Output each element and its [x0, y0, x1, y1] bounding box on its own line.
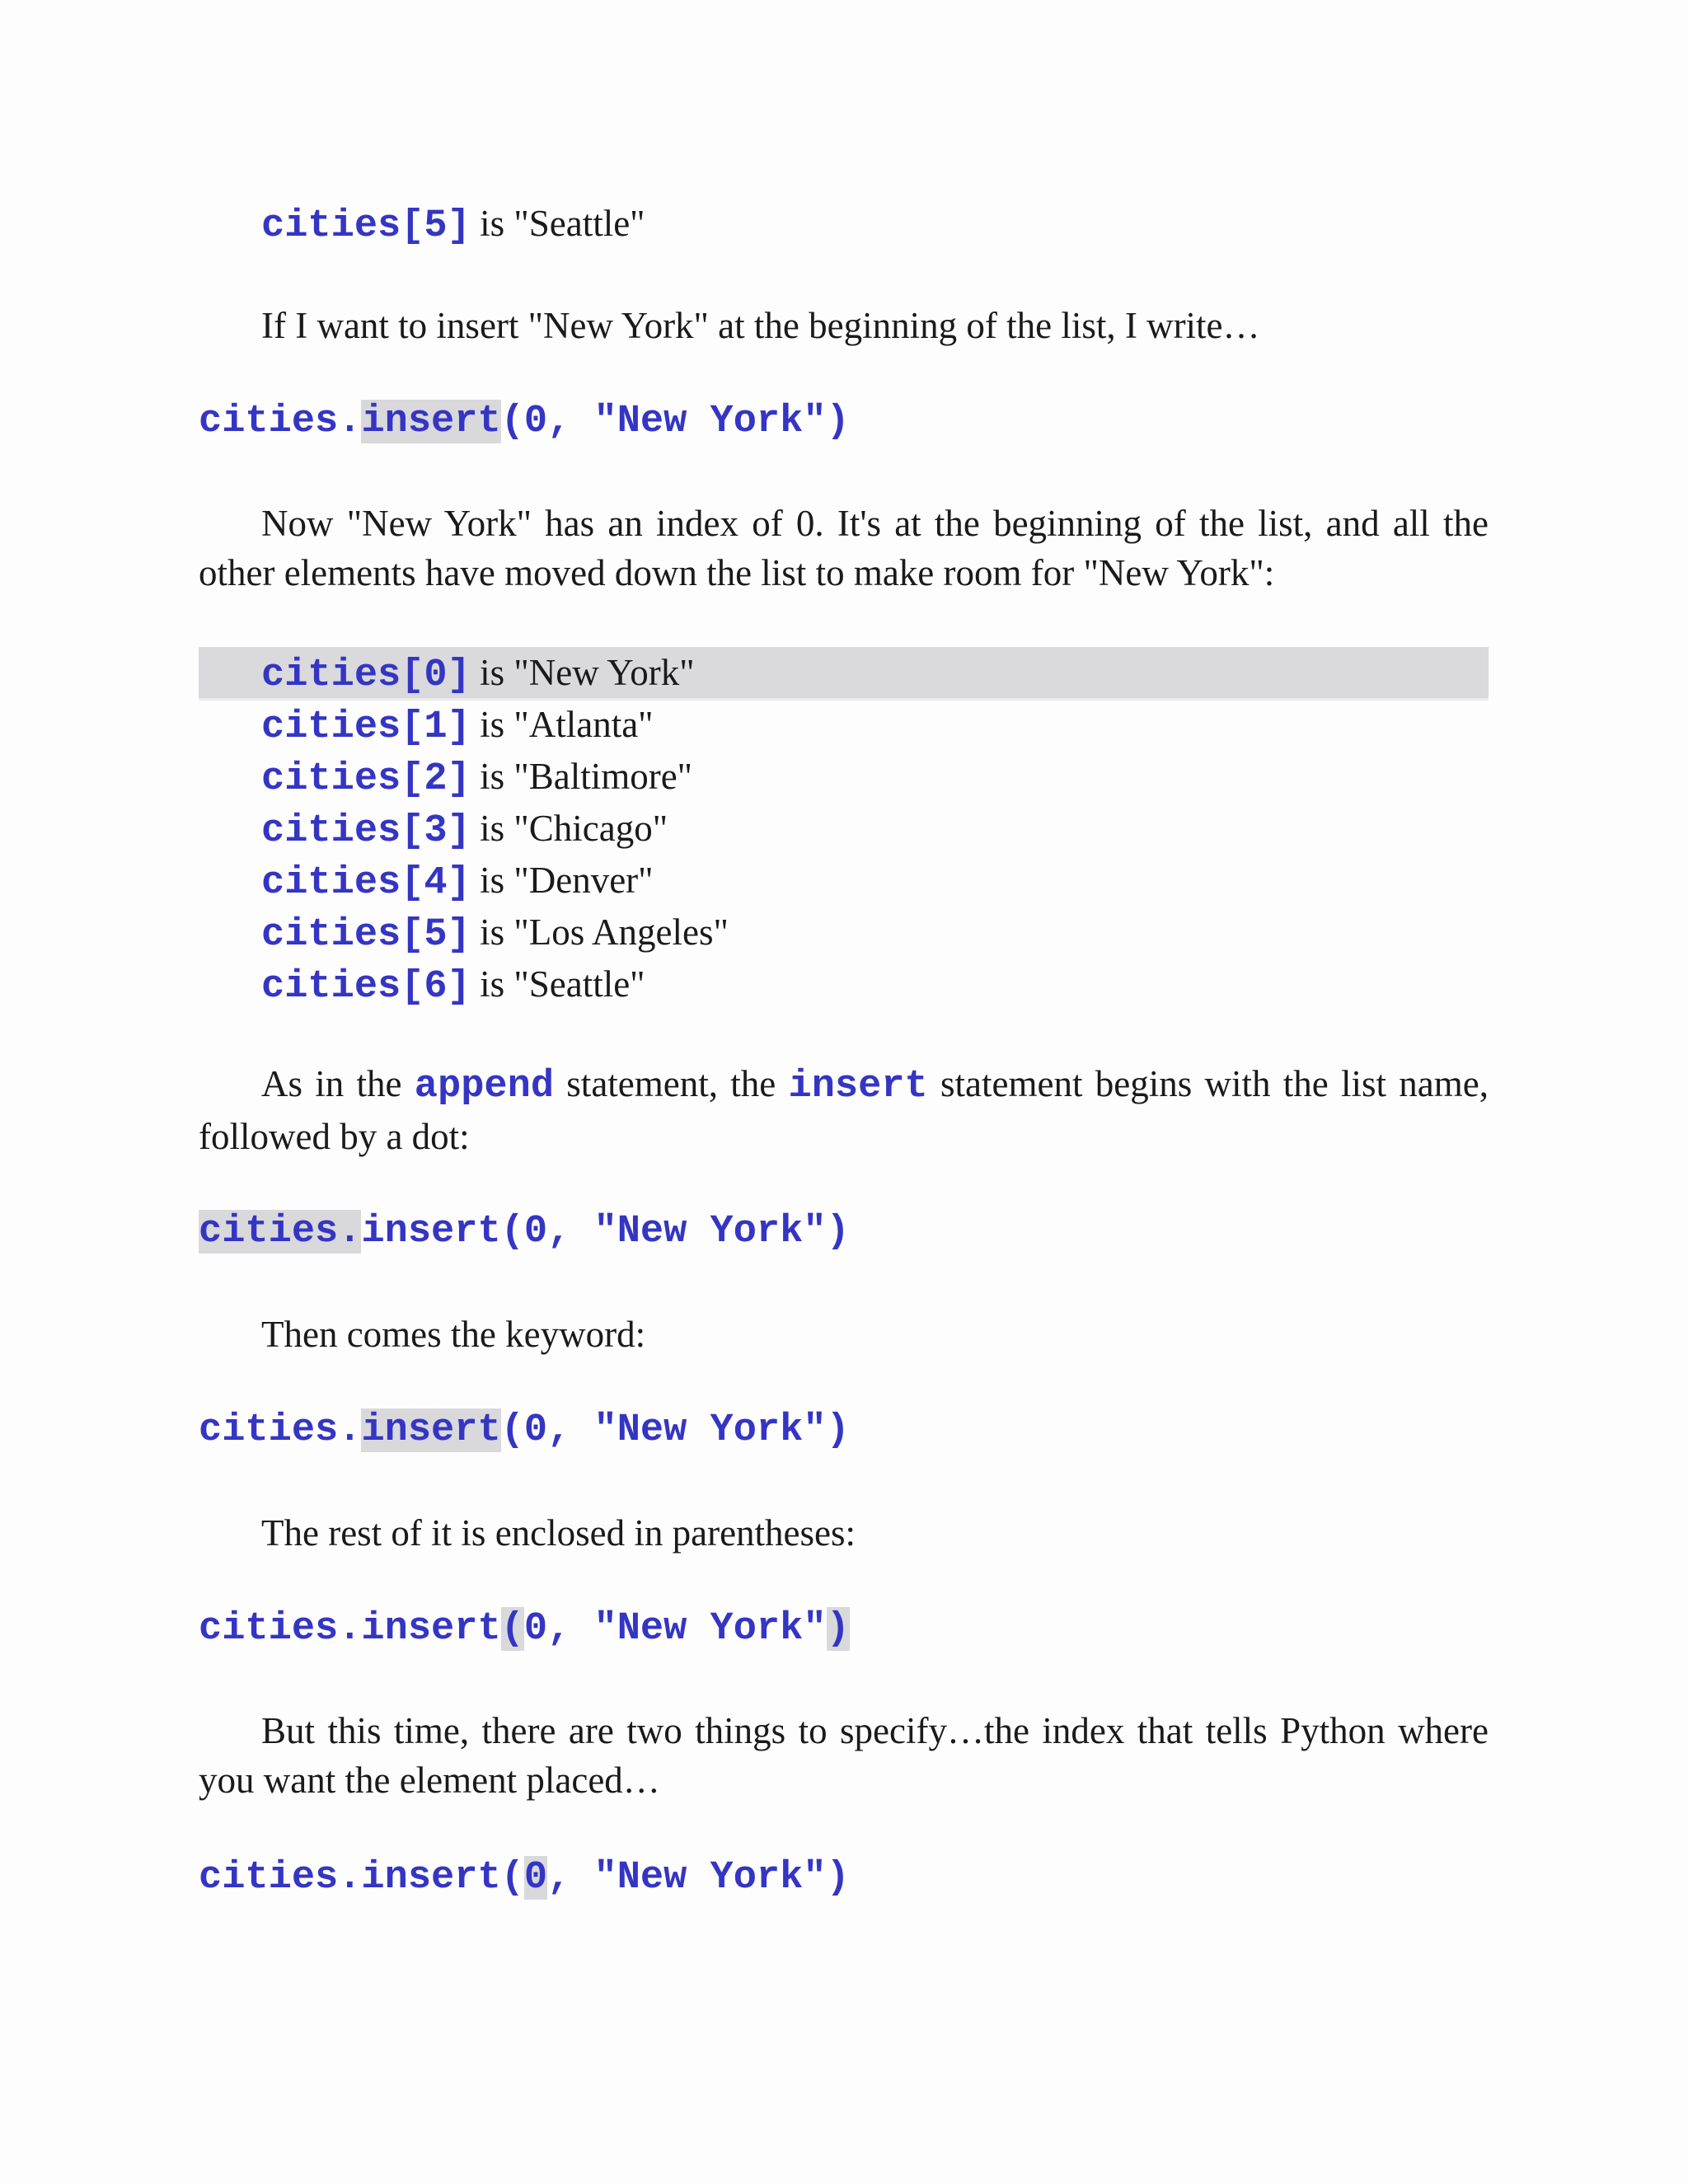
list-item: [199, 699, 1489, 750]
code-expression: cities[3]: [261, 809, 471, 853]
paragraph-intro: [199, 301, 1489, 350]
code-expression: cities[6]: [261, 965, 471, 1009]
line-text: is "Los Angeles": [470, 912, 729, 953]
code-part: (0, "New York"): [500, 1408, 850, 1452]
paragraph-text: Then comes the keyword:: [261, 1314, 646, 1355]
code-part: cities.: [199, 400, 362, 443]
code-highlight: 0: [523, 1856, 548, 1900]
code-block-list-name: [199, 1207, 850, 1258]
code-part: (0, "New York"): [500, 400, 850, 443]
code-expression: cities[1]: [261, 705, 471, 749]
code-block-index: [199, 1853, 850, 1904]
paragraph-text: Now "New York" has an index of 0. It's at the beginning of the list, and all the other elements have moved down the list to make room for "New York":: [199, 503, 1489, 593]
paragraph-text: But this time, there are two things to specify…the index that tells Python where you want the element placed…: [199, 1710, 1489, 1801]
code-block-keyword: [199, 1405, 850, 1456]
list-item: [199, 803, 1489, 854]
paragraph-append-comparison: [199, 1059, 1489, 1161]
line-text: is "Seattle": [470, 203, 645, 244]
code-part: insert(0, "New York"): [361, 1210, 850, 1254]
code-part: cities.insert(: [199, 1856, 524, 1900]
line-text: is "New York": [470, 652, 695, 693]
top-code-line: [199, 198, 1489, 249]
code-expression: cities[0]: [261, 654, 471, 697]
code-highlight: insert: [361, 1408, 501, 1452]
code-part: 0, "New York": [523, 1607, 827, 1651]
code-expression: cities[4]: [261, 861, 471, 905]
inline-code: append: [414, 1065, 555, 1108]
paragraph-explanation: [199, 499, 1489, 598]
line-text: is "Denver": [470, 860, 654, 901]
list-item: [199, 855, 1489, 906]
code-highlight: ): [826, 1607, 850, 1651]
code-expression: cities[2]: [261, 757, 471, 801]
paragraph-parentheses: [199, 1508, 1489, 1558]
code-block-parentheses: [199, 1604, 850, 1655]
code-part: , "New York"): [547, 1856, 850, 1900]
line-text: is "Atlanta": [470, 704, 654, 745]
line-text: is "Seattle": [470, 963, 645, 1005]
paragraph-index: [199, 1706, 1489, 1805]
paragraph-keyword: [199, 1310, 1489, 1359]
list-item: [199, 751, 1489, 802]
list-item: [199, 958, 1489, 1010]
line-text: is "Baltimore": [470, 756, 693, 797]
list-item: [199, 907, 1489, 958]
code-part: cities.: [199, 1408, 362, 1452]
paragraph-text: The rest of it is enclosed in parentheses:: [261, 1512, 856, 1554]
list-item: [199, 647, 1489, 701]
code-part: cities.insert: [199, 1607, 501, 1651]
code-expression: cities[5]: [261, 204, 471, 248]
code-highlight: (: [500, 1607, 524, 1651]
inline-code: insert: [788, 1065, 928, 1108]
code-expression: cities[5]: [261, 913, 471, 957]
line-text: is "Chicago": [470, 808, 668, 849]
paragraph-text: statement begins with the list name, followed by a dot:: [199, 1063, 1489, 1157]
code-highlight: cities.: [199, 1210, 362, 1254]
paragraph-text: As in the: [261, 1063, 415, 1104]
code-block-insert-keyword: [199, 396, 850, 448]
code-highlight: insert: [361, 400, 501, 443]
paragraph-text: If I want to insert "New York" at the beginning of the list, I write…: [261, 305, 1260, 346]
paragraph-text: statement, the: [554, 1063, 789, 1104]
